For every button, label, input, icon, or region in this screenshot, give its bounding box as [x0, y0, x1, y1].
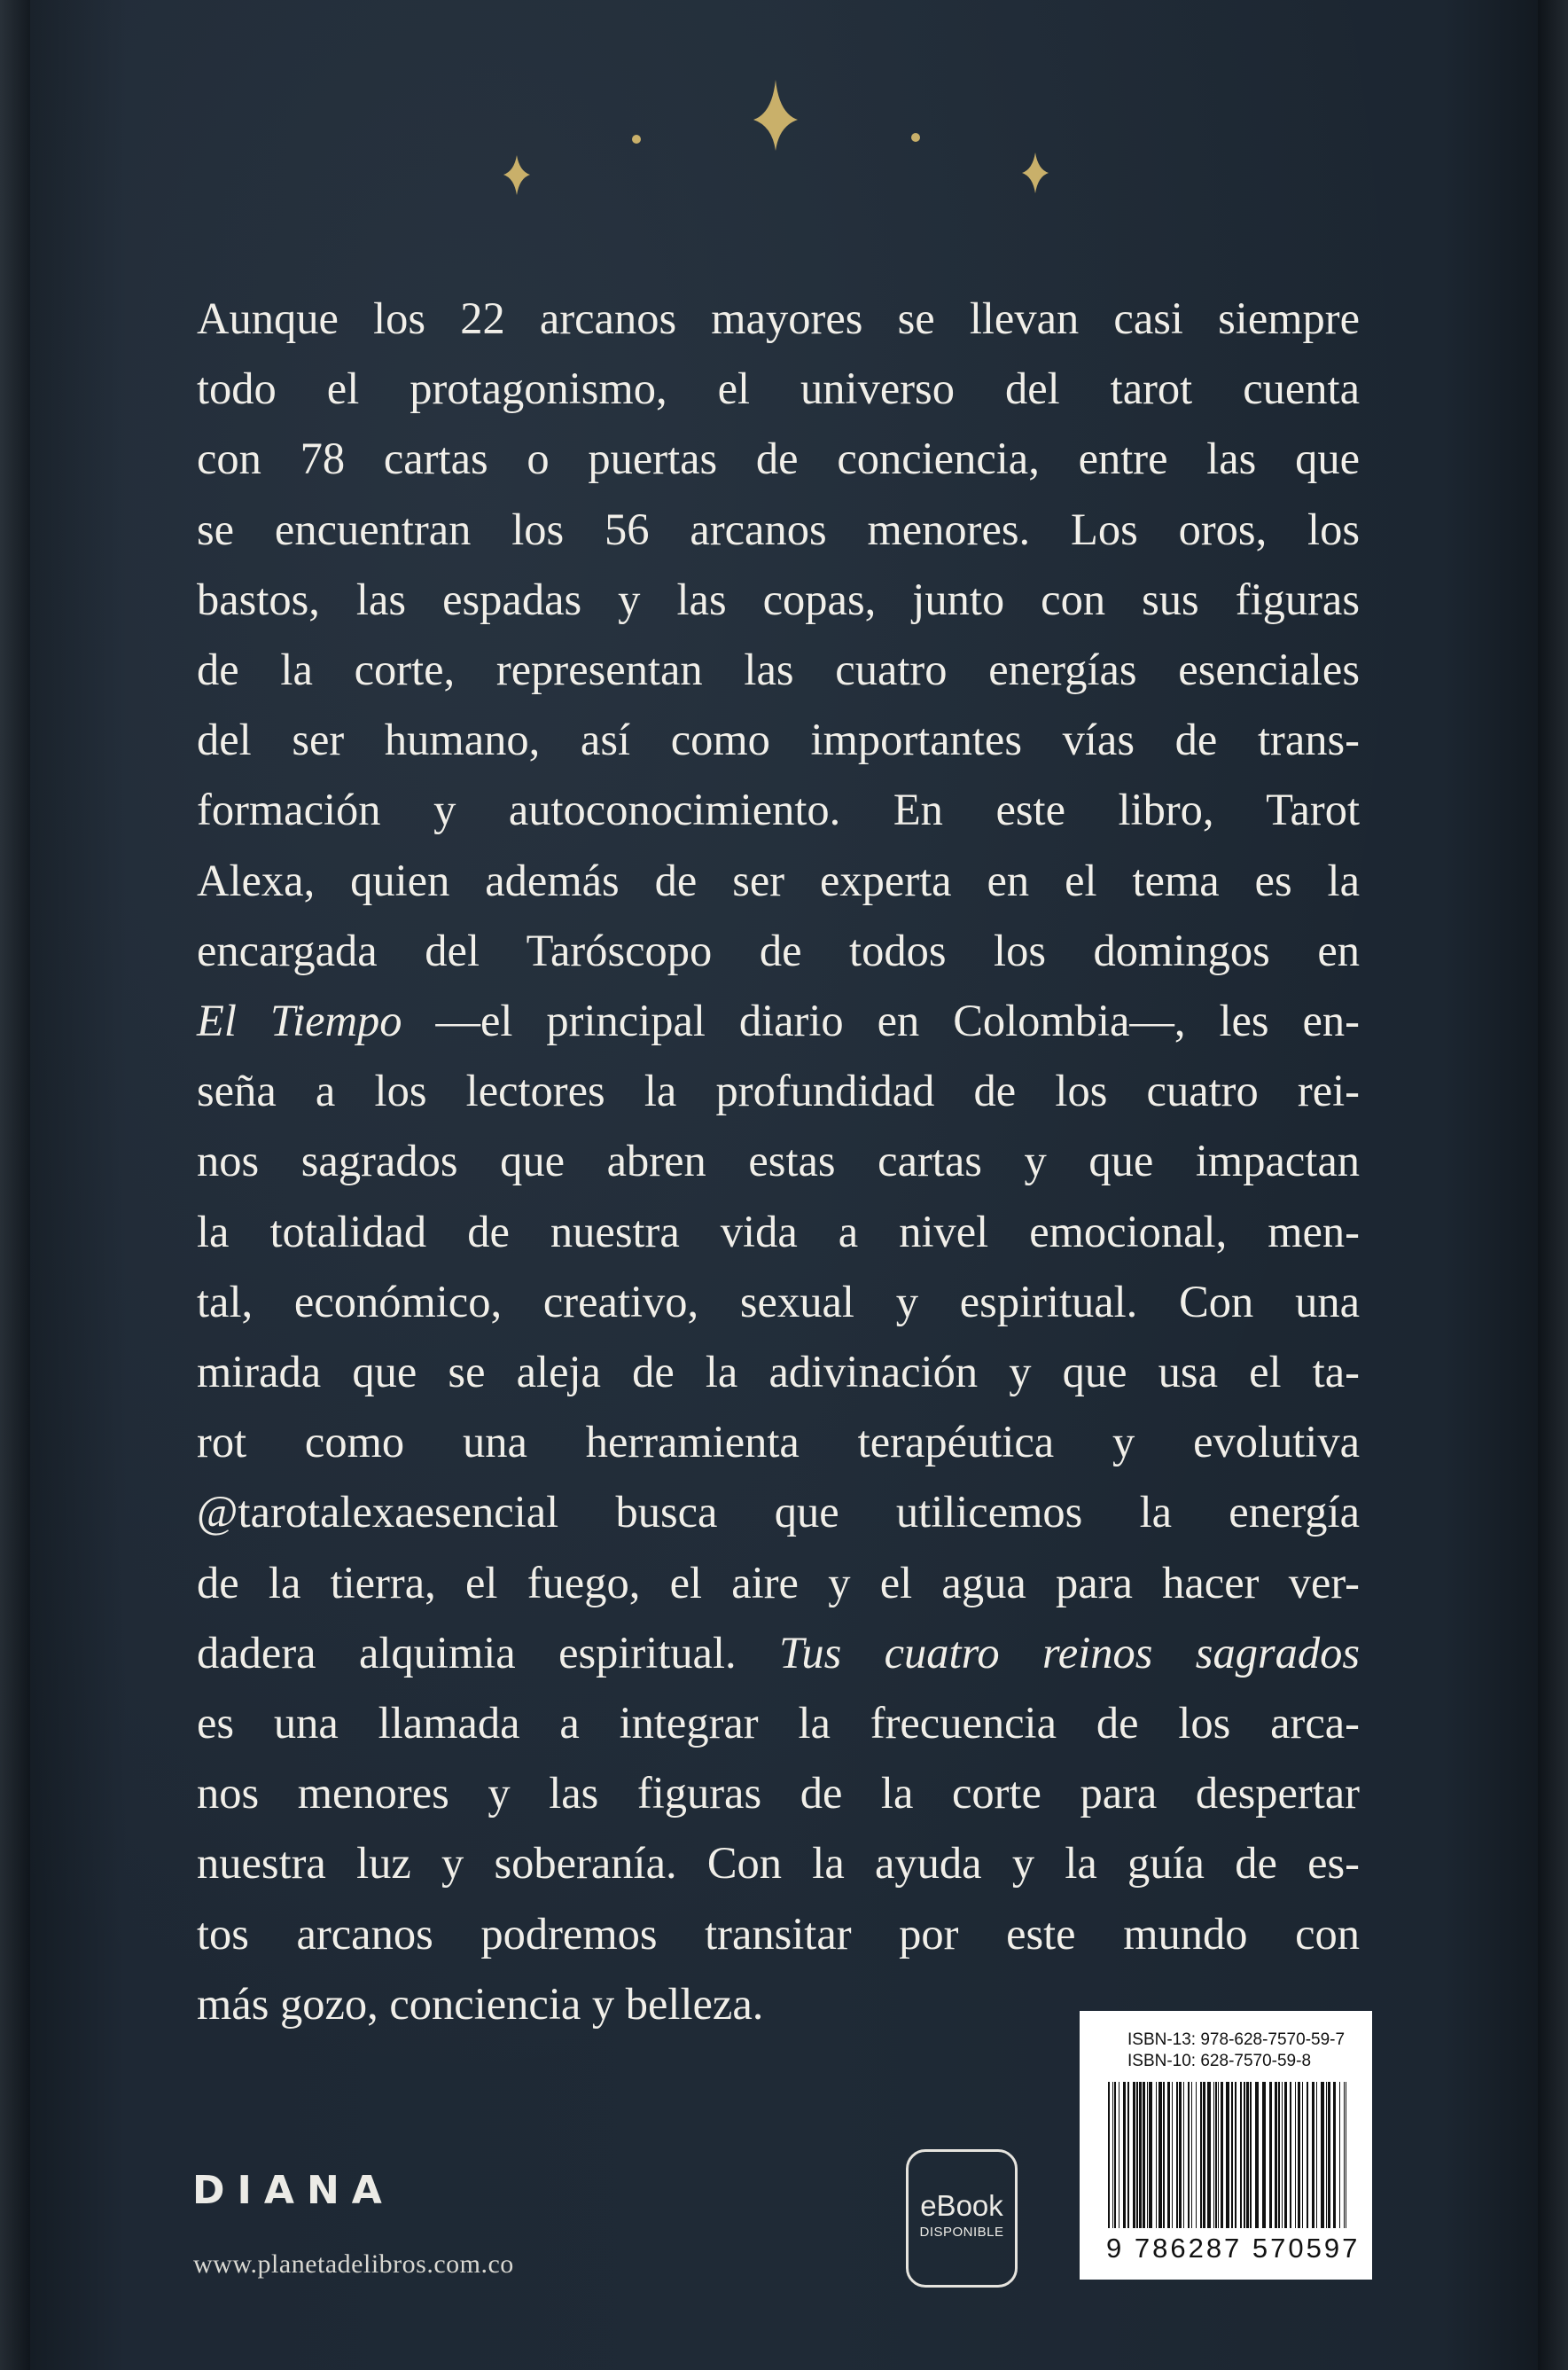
blurb-line: [197, 1618, 1360, 1688]
blurb-text: dadera alquimia espiritual.: [197, 1627, 780, 1678]
blurb-text: mirada que se aleja de la adivinación y que usa el ta-: [197, 1347, 1360, 1397]
dot-icon: [911, 133, 920, 142]
blurb-text: tal, económico, creativo, sexual y espiritual. Con una: [197, 1276, 1360, 1326]
isbn-barcode-box: [1080, 2011, 1372, 2280]
star-icon: [1022, 153, 1049, 193]
blurb-line: [197, 1126, 1360, 1196]
blurb-text: es una llamada a integrar la frecuencia de los arca-: [197, 1698, 1360, 1748]
blurb-text: del ser humano, así como importantes vías de trans-: [197, 715, 1360, 765]
blurb-text: tos arcanos podremos transitar por este mundo con: [197, 1908, 1360, 1959]
blurb-text: rot como una herramienta terapéutica y evolutiva: [197, 1417, 1360, 1467]
blurb-line: [197, 1056, 1360, 1126]
isbn-13: ISBN-13: 978-628-7570-59-7: [1127, 2030, 1346, 2049]
blurb-line: [197, 354, 1360, 424]
blurb-text: @tarotalexaesencial busca que utilicemos la energía: [197, 1487, 1360, 1537]
blurb-line: [197, 495, 1360, 565]
publisher-website: www.planetadelibros.com.co: [193, 2249, 514, 2279]
blurb-text: con 78 cartas o puertas de conciencia, entre las que: [197, 434, 1360, 484]
blurb-text: de la tierra, el fuego, el aire y el agua para hacer ver-: [197, 1557, 1360, 1607]
star-icon: [753, 80, 798, 151]
blurb-text: la totalidad de nuestra vida a nivel emocional, men-: [197, 1206, 1360, 1256]
blurb-line: [197, 1828, 1360, 1898]
blurb-italic-title: El Tiempo: [197, 996, 402, 1046]
blurb-text: se encuentran los 56 arcanos menores. Los oros, los: [197, 504, 1360, 554]
ebook-badge-subtitle: DISPONIBLE: [919, 2225, 1004, 2240]
blurb-text: todo el protagonismo, el universo del tarot cuenta: [197, 364, 1360, 414]
blurb-line: [197, 1688, 1360, 1758]
dot-icon: [632, 135, 641, 144]
blurb-line: [197, 635, 1360, 705]
blurb-text: más gozo, conciencia y belleza.: [197, 1978, 764, 2029]
ebook-badge: [906, 2149, 1018, 2288]
blurb-text: Alexa, quien además de ser experta en el tema es la: [197, 855, 1360, 905]
blurb-line: [197, 846, 1360, 916]
blurb-line: [197, 916, 1360, 986]
blurb-line: [197, 1758, 1360, 1828]
blurb-line: [197, 284, 1360, 354]
barcode-digits: 9 786287 570597: [1106, 2233, 1361, 2264]
star-icon: [503, 155, 530, 195]
cover-right-edge: [1538, 0, 1568, 2370]
blurb-text: bastos, las espadas y las copas, junto con sus figuras: [197, 574, 1360, 624]
barcode-icon: [1099, 2082, 1356, 2233]
blurb-line: [197, 565, 1360, 635]
decorative-stars: [0, 0, 1568, 266]
blurb-text: formación y autoconocimiento. En este libro, Tarot: [197, 785, 1360, 835]
blurb-line: [197, 1267, 1360, 1337]
blurb-line: [197, 1407, 1360, 1477]
publisher-logo: DIANA: [192, 2168, 394, 2213]
ebook-badge-title: eBook: [920, 2189, 1003, 2222]
blurb-text: —el principal diario en Colombia—, les en-: [402, 996, 1360, 1046]
blurb-text: nos menores y las figuras de la corte para despertar: [197, 1768, 1360, 1819]
blurb-line: [197, 1548, 1360, 1618]
back-cover-blurb: [197, 284, 1360, 2039]
blurb-text: nuestra luz y soberanía. Con la ayuda y la guía de es-: [197, 1838, 1360, 1889]
blurb-line: [197, 1337, 1360, 1407]
blurb-text: nos sagrados que abren estas cartas y que impactan: [197, 1136, 1360, 1186]
blurb-text: Aunque los 22 arcanos mayores se llevan casi siempre: [197, 293, 1360, 343]
cover-left-edge: [0, 0, 30, 2370]
blurb-text: encargada del Taróscopo de todos los domingos en: [197, 925, 1360, 975]
blurb-italic-title: Tus cuatro reinos sagrados: [779, 1627, 1361, 1678]
isbn-10: ISBN-10: 628-7570-59-8: [1127, 2052, 1312, 2070]
blurb-text: de la corte, representan las cuatro energías esenciales: [197, 645, 1360, 695]
blurb-line: [197, 1197, 1360, 1267]
blurb-text: seña a los lectores la profundidad de los cuatro rei-: [197, 1066, 1360, 1116]
blurb-line: [197, 705, 1360, 775]
blurb-line: [197, 1899, 1360, 1969]
blurb-line: [197, 986, 1360, 1056]
blurb-line: [197, 775, 1360, 845]
blurb-line: [197, 424, 1360, 494]
blurb-line: [197, 1477, 1360, 1547]
